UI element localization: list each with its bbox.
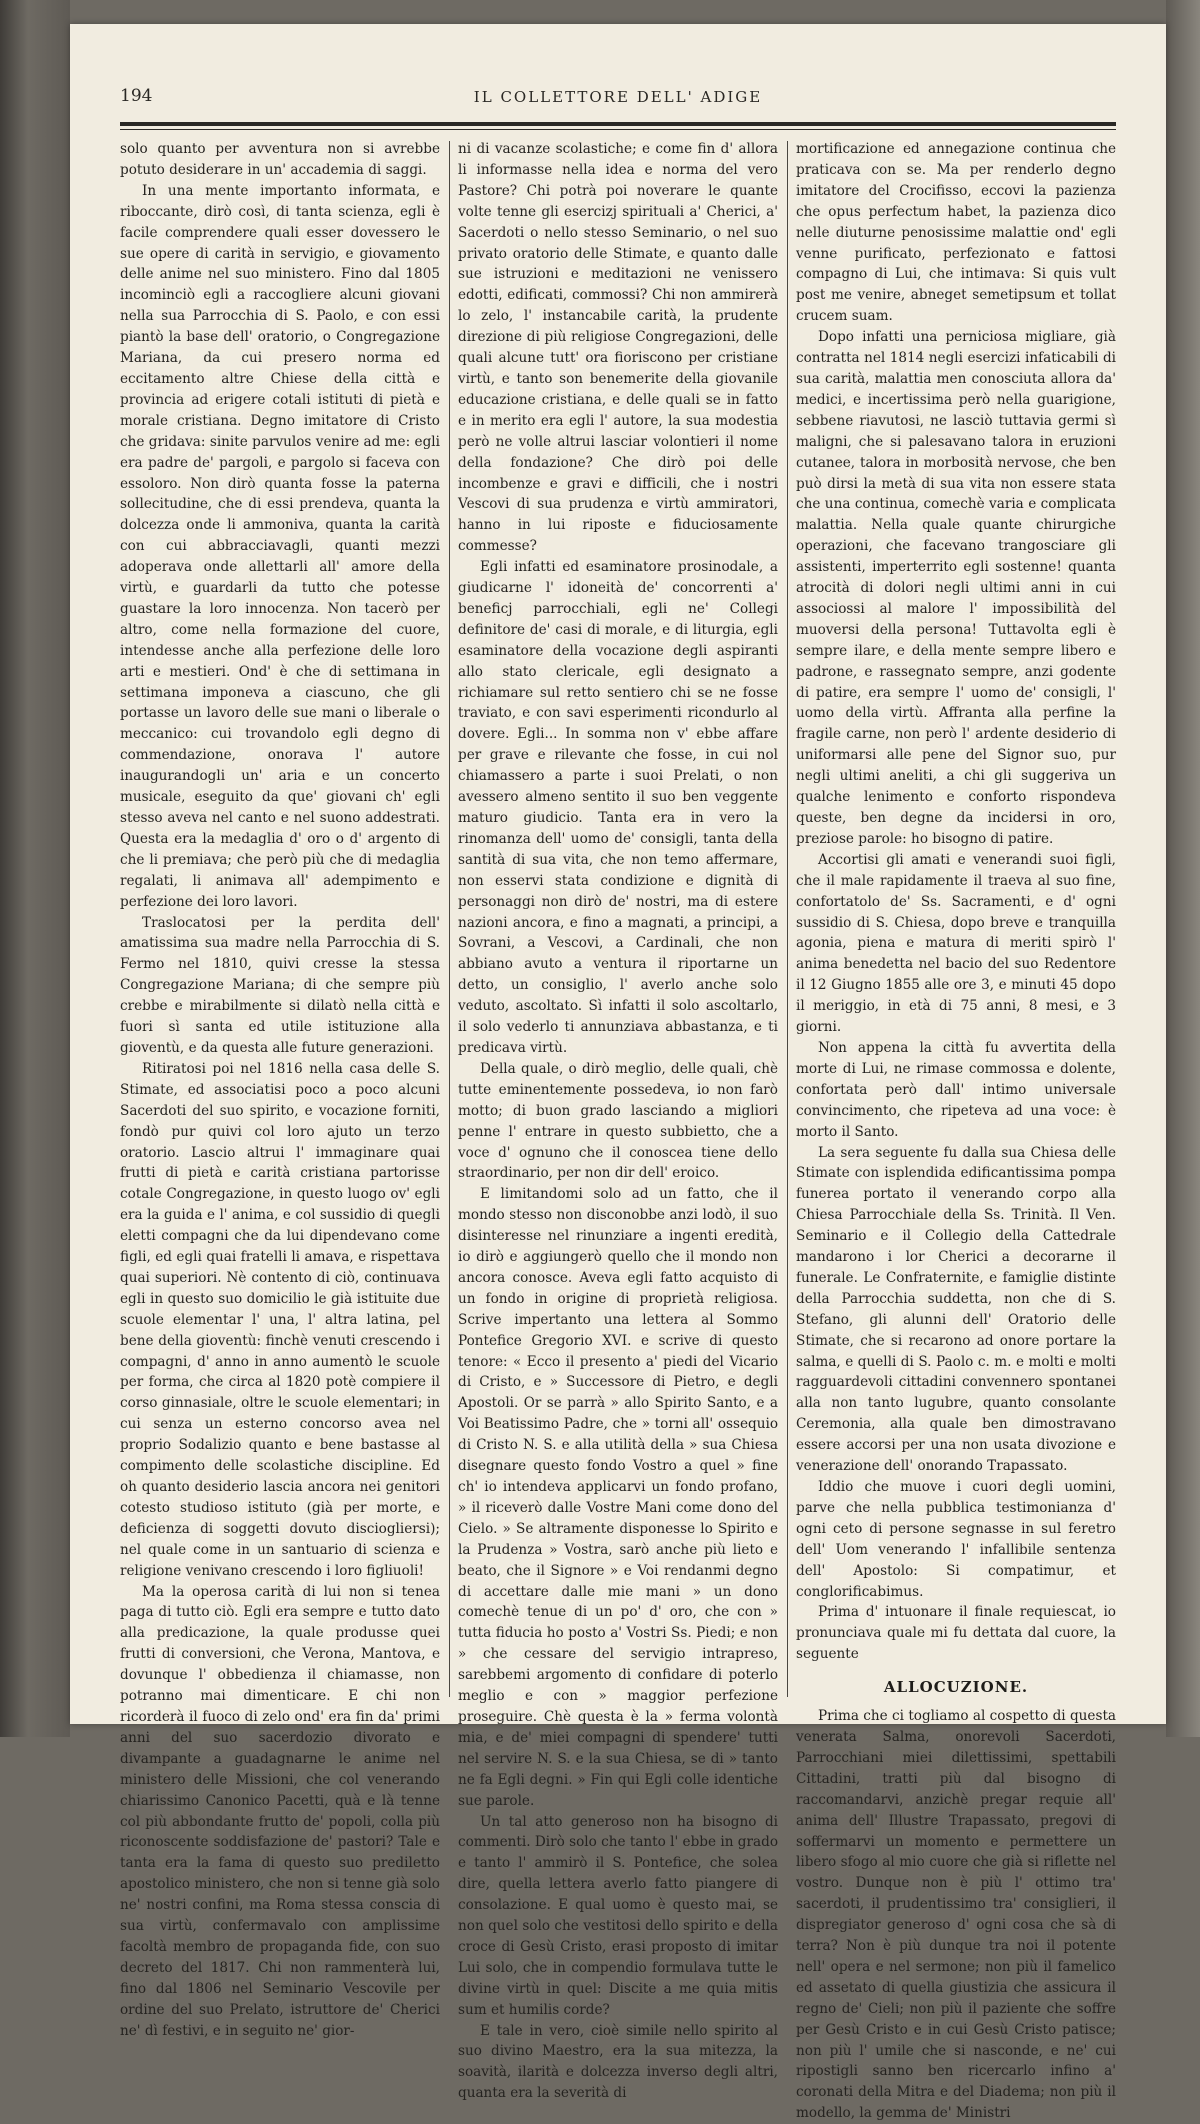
allocuzione-body (796, 1706, 1116, 2124)
column-divider (449, 141, 450, 1697)
paragraph: solo quanto per avventura non si avrebbe potuto desiderare in un' accademia di saggi. (120, 141, 440, 178)
paragraph: Prima che ci togliamo al cospetto di questa venerata Salma, onorevoli Sacerdoti, Parrocchiani miei dilettissimi, spettabili Cittadini, tratti più dal bisogno di raccomandarvi, anzichè pregar requie all' anima dell' Illustre Trapassato, pregovi di soffermarvi un momento e permettere un libero sfogo al mio cuore che già si riflette nel vostro. Dunque non è più l' ottimo tra' sacerdoti, il prudentissimo tra' consiglieri, il dispregiator generoso d' ogni cosa che sà di terra? Non è più dunque tra noi il potente nell' opera e nel sermone; non più il famelico ed assetato di quella giustizia che assicura il regno de' Cieli; non più il paziente che soffre per Gesù Cristo e in cui Gesù Cristo patisce; non più l' umile che si nasconde, e ne' cui ripostigli sanno ben ricercarlo infino a' coronati della Mitra e del Diadema; non più il modello, la gemma de' Ministri (796, 1708, 1117, 2122)
header-rule-thick (120, 122, 1116, 126)
paragraph: Della quale, o dirò meglio, delle quali, chè tutte eminentemente possedeva, io non farò motto; di buon grado lasciando a migliori penne l' entrare in questo subbietto, che a voce d' ognuno che il conoscea tiene dello straordinario, per non dir dell' eroico. (458, 1060, 778, 1182)
column-divider (787, 141, 788, 1697)
paragraph: Ma la operosa carità di lui non si tenea paga di tutto ciò. Egli era sempre e tutto dato alla predicazione, la quale produsse quei frutti di conversioni, che Verona, Mantova, e dovunque l' obbedienza il chiamasse, non potranno mai dimenticare. E chi non ricorderà il fuoco di zelo ond' era fin da' primi anni del suo sacerdozio divorato e divampante a guadagnarne le anime nel ministero delle Missioni, che col venerando chiarissimo Canonico Pacetti, quà e là tenne col più abbondante frutto de' popoli, colla più riconoscente soddisfazione de' pastori? Tale e tanta era la fama di questo suo prediletto apostolico ministero, che non si tenne già solo ne' nostri confini, ma Roma stessa conscia di sua virtù, confermavalo con amplissime facoltà membro de propaganda fide, con suo decreto del 1817. Chi non rammenterà lui, fino dal 1806 nel Seminario Vescovile per ordine del suo Prelato, istruttore de' Cherici ne' dì festivi, e in seguito ne' gior- (120, 1583, 440, 2039)
column-3-body (796, 139, 1116, 1665)
paragraph: Prima d' intuonare il finale requiescat, io pronunciava quale mi fu dettata dal cuore, la seguente (796, 1604, 1116, 1663)
paragraph: Ritiratosi poi nel 1816 nella casa delle S. Stimate, ed associatisi poco a poco alcuni Sacerdoti del suo spirito, e vocazione forniti, fondò pur quivi col loro ajuto un terzo oratorio. Lascio altrui l' immaginare quai frutti di pietà e carità cristiana partorisse cotale Congregazione, in questo luogo ov' egli era la guida e l' anima, e col sussidio di quegli eletti compagni che da lui dipendevano come figli, ed egli quai fratelli li amava, e rispettava quai superiori. Nè contento di ciò, continuava egli in questo suo domicilio le già istituite due scuole elementar l' una, l' altra latina, pel bene della gioventù: finchè venuti crescendo i compagni, d' anno in anno aumentò le scuole per forma, che circa al 1820 potè compiere il corso ginnasiale, oltre le scuole elementari; in cui senza un esterno concorso avea nel proprio Sodalizio quanto e bene bastasse al compimento delle scolastiche discipline. Ed oh quanto desiderio lascia ancora nei genitori cotesto studioso istituto (già per morte, e deficienza di soggetti dovuto disciogliersi); nel quale come in un santuario di scienza e religione venivano crescendo i loro figliuoli! (120, 1060, 440, 1579)
scan-edge-left (0, 0, 70, 1737)
column-1 (120, 139, 440, 2039)
paragraph: mortificazione ed annegazione continua che praticava con se. Ma per renderlo degno imitatore del Crocifisso, eccovi la pazienza che opus perfectum habet, la pazienza dico nelle diuturne penosissime malattie ond' egli venne purificato, perfezionato e fattosi compagno di Lui, che intimava: Si quis vult post me venire, abneget semetipsum et tollat crucem suam. (796, 141, 1116, 325)
newspaper-page (70, 24, 1166, 2122)
masthead-title: IL COLLETTORE DELL' ADIGE (473, 88, 763, 106)
paragraph: Egli infatti ed esaminatore prosinodale, a giudicarne l' idoneità de' concorrenti a' beneficj parrocchiali, egli ne' Collegi definitore de' casi di morale, e di liturgia, egli esaminatore della vocazione degli aspiranti allo stato clericale, egli designato a richiamare sul retto sentiero chi se ne fosse traviato, e con savi esperimenti ricondurlo al dovere. Egli... In somma non v' ebbe affare per grave e rilevante che fosse, in cui nol chiamassero a parte i suoi Prelati, o non avessero almeno sentito il suo ben veggente maturo giudicio. Tanta era in vero la rinomanza dell' uomo de' consigli, tanta della santità di sua vita, che non temo affermare, non esservi stata condizione e dignità di personaggi non dirò de' nostri, ma di estere nazioni ancora, e fino a magnati, a principi, a Sovrani, a Vescovi, a Cardinali, che non abbiano avuto a ventura il riportarne un detto, un consiglio, l' averlo anche solo veduto, ascoltato. Sì infatti il solo ascoltarlo, il solo vederlo ti annunziava abbastanza, e ti predicava virtù. (458, 559, 778, 1056)
header-rule-thin (120, 129, 1116, 130)
page-header (120, 82, 1116, 118)
paragraph: Accortisi gli amati e venerandi suoi figli, che il male rapidamente il traeva al suo fine, confortatolo de' Ss. Sacramenti, e d' ogni sussidio di S. Chiesa, dopo breve e tranquilla agonia, piena e matura di meriti spirò l' anima benedetta nel bacio del suo Redentore il 12 Giugno 1855 alle ore 3, e minuti 45 dopo il meriggio, in età di 75 anni, 8 mesi, e 3 giorni. (796, 851, 1116, 1036)
scan-edge-right (1166, 0, 1200, 1737)
column-2 (458, 139, 778, 2102)
paragraph: Iddio che muove i cuori degli uomini, parve che nella pubblica testimonianza d' ogni ceto di persone segnasse in sul feretro dell' Uom venerando l' infallibile sentenza dell' Apostolo: Si compatimur, et conglorificabimus. (796, 1479, 1116, 1600)
paragraph: In una mente importanto informata, e riboccante, dirò così, di tanta scienza, egli è facile comprendere quali esser dovessero le sue opere di carità in servigio, e giovamento delle anime nel suo ministero. Fino dal 1805 incominciò egli a raccogliere alcuni giovani nella sua Parrocchia di S. Paolo, e con essi piantò la base dell' oratorio, o Congregazione Mariana, da cui presero norma ed eccitamento altre Chiese della città e provincia ad erigere cotali istituti di pietà e morale cristiana. Degno imitatore di Cristo che gridava: sinite parvulos venire ad me: egli era padre de' pargoli, e pargolo si faceva con essoloro. Non dirò quanta fosse la paterna sollecitudine, che di essi prendeva, quanta la dolcezza onde li ammoniva, quanta la carità con cui abbracciavagli, quanti mezzi adoperava onde allettarli all' amore della virtù, e guardarli da tutto che potesse guastare la loro innocenza. Non tacerò per altro, come nella formazione del cuore, intendesse anche alla perfezione delle loro arti e mestieri. Ond' è che di settimana in settimana imponeva a ciascuno, che gli portasse un lavoro delle sue mani o liberale o meccanico: cui trovandolo egli degno di commendazione, onorava l' autore inaugurandogli un' aria e un concerto musicale, eseguito da que' giovani ch' egli stesso aveva nel canto e nel suono addestrati. Questa era la medaglia d' oro o d' argento di che li premiava; che però più che di medaglia regalati, li animava all' adempimento e perfezione dei loro lavori. (120, 182, 440, 910)
paragraph: Non appena la città fu avvertita della morte di Lui, ne rimase commossa e dolente, confortata però dall' intimo universale convincimento, che ripeteva ad una voce: è morto il Santo. (796, 1039, 1116, 1140)
page-number: 194 (120, 86, 153, 106)
paragraph: E limitandomi solo ad un fatto, che il mondo stesso non disconobbe anzi lodò, il suo disinteresse nel rinunziare a ingenti eredità, io dirò e aggiungerò quello che il mondo non ancora conosce. Aveva egli fatto acquisto di un fondo in origine di proprietà religiosa. Scrive impertanto una lettera al Sommo Pontefice Gregorio XVI. e scrive di questo tenore: « Ecco il presento a' piedi del Vicario di Cristo, e » Successore di Pietro, e degli Apostoli. Or se parrà » allo Spirito Santo, e a Voi Beatissimo Padre, che » torni all' ossequio di Cristo N. S. e alla utilità della » sua Chiesa disegnare questo fondo Vostro a quel » fine ch' io intendeva applicarvi un fondo profano, » il riceverò dalle Vostre Mani come dono del Cielo. » Se altramente disponesse lo Spirito e la Prudenza » Vostra, sarò anche più lieto e beato, che il Signore » e Voi rendanmi degno di accettare dalle mie mani » un dono comechè tenue di un po' d' oro, che con » tutta fiducia ho posto a' Vostri Ss. Piedi; e non » che cessare del servigio intrapreso, sarebbemi argomento di confidare di poterlo meglio e con » maggior perfezione proseguire. Chè questa è la » ferma volontà mia, e de' miei compagni di spendere' tutti nel servire N. S. e la sua Chiesa, se di » tanto ne fa Egli degni. » Fin qui Egli colle identiche sue parole. (458, 1186, 778, 1809)
column-3 (796, 139, 1117, 2122)
allocuzione-heading: ALLOCUZIONE. (883, 1678, 1029, 1697)
paragraph: Dopo infatti una perniciosa migliare, già contratta nel 1814 negli esercizi infaticabili di sua carità, malattia men conosciuta allora da' medici, e incertissima però nella guarigione, sebbene riavutosi, ne lasciò tuttavia germi sì maligni, che si palesavano talora in eruzioni cutanee, talora in morbosità nervose, che ben può dirsi la metà di sua vita non essere stata che una continua, comechè varia e complicata malattia. Nella quale quante chirurgiche operazioni, che facevano trangosciare gli assistenti, imperterrito egli sostenne! quanta atrocità di dolori negli ultimi anni in cui associossi al malore l' impossibilità del muoversi della persona! Tuttavolta egli è sempre ilare, e della mente sempre libero e padrone, e rassegnato sempre, anzi godente di patire, era sempre l' uomo de' consigli, l' uomo della virtù. Affranta alla perfine la fragile carne, non però l' ardente desiderio di uniformarsi alle pene del Signor suo, pur negli ultimi aneliti, a chi gli suggeriva un qualche lenimento e conforto rispondeva queste, ben degne da incidersi in oro, preziose parole: ho bisogno di patire. (796, 329, 1116, 847)
paragraph: Un tal atto generoso non ha bisogno di commenti. Dirò solo che tanto l' ebbe in grado e tanto l' ammirò il S. Pontefice, che solea dire, quella lettera averlo fatto piangere di consolazione. E qual uomo è questo mai, se non quel solo che vestitosi dello spirito e della croce di Gesù Cristo, erasi proposto di imitar Lui solo, che in compendio formulava tutte le divine virtù in quel: Discite a me quia mitis sum et humilis corde? (458, 1813, 778, 2018)
paragraph: Traslocatosi per la perdita dell' amatissima sua madre nella Parrocchia di S. Fermo nel 1810, quivi cresse la stessa Congregazione Mariana; di che sempre più crebbe e mirabilmente si dilatò nella città e fuori sì santa ed utile istituzione alla gioventù, e da questa alle future generazioni. (120, 914, 440, 1056)
paragraph: ni di vacanze scolastiche; e come fin d' allora li informasse nella idea e norma del vero Pastore? Chi potrà poi noverare le quante volte tenne gli esercizj spirituali a' Cherici, a' Sacerdoti o nello stesso Seminario, o nel suo privato oratorio delle Stimate, e quanto dalle sue istruzioni e meditazioni ne venissero edotti, edificati, commossi? Chi non ammirerà lo zelo, l' instancabile carità, la prudente direzione di più religiose Congregazioni, delle quali alcune tutt' ora fioriscono per cristiane virtù, e tanto son benemerite della giovanile educazione cristiana, e delle quali se in fatto e in merito era egli l' autore, la sua modestia però ne volle altrui lasciar volontieri il nome della fondazione? Che dirò poi delle incombenze e gravi e difficili, che i nostri Vescovi di sua prudenza e virtù ammiratori, hanno in lui riposte e fiduciosamente commesse? (458, 141, 778, 555)
paragraph: E tale in vero, cioè simile nello spirito al suo divino Maestro, era la sua mitezza, la soavità, ilarità e dolcezza inverso degli altri, quanta era la severità di (458, 2022, 778, 2102)
paragraph: La sera seguente fu dalla sua Chiesa delle Stimate con isplendida edificantissima pompa funerea portato il venerando corpo alla Chiesa Parrocchiale della Ss. Trinità. Il Ven. Seminario e il Collegio della Cattedrale mandarono i lor Cherici a decorarne il funerale. Le Confraternite, e famiglie distinte della Parrocchia suddetta, non che di S. Stefano, gli alunni dell' Oratorio delle Stimate, che si recarono ad onore portare la salma, e quelli di S. Paolo c. m. e molti e molti ragguardevoli cittadini convennero spontanei alla non tanto lugubre, quanto consolante Ceremonia, alla quale ben dimostravano essere accorsi per una non usata divozione e venerazione dell' onorando Trapassato. (796, 1144, 1116, 1475)
text-columns (120, 139, 1117, 2122)
